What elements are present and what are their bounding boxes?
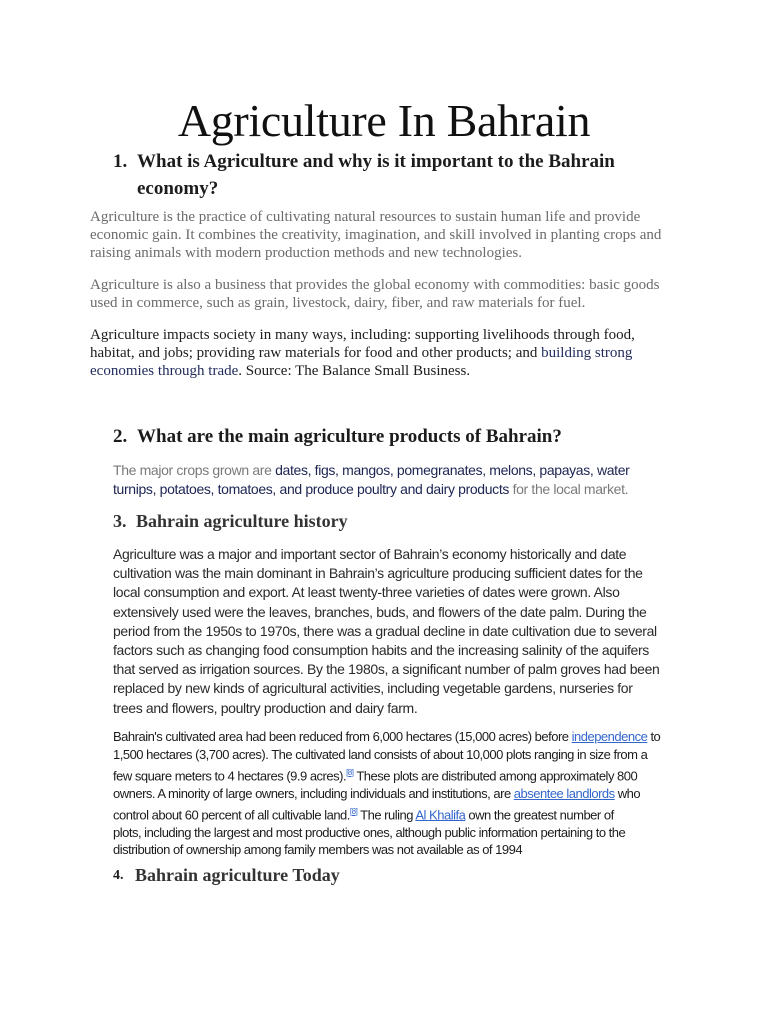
text-line	[113, 803, 660, 824]
section-3-heading: Bahrain agriculture history	[136, 511, 348, 531]
reference-link[interactable]: [8]	[349, 806, 358, 816]
text-run: who	[614, 785, 641, 801]
text-line	[113, 785, 660, 803]
reference-link[interactable]: [8]	[346, 767, 354, 777]
text-run: own the greatest number of	[465, 806, 614, 822]
text-line: that served as irrigation sources. By the 1980s, a significant number of palm groves had been	[113, 661, 660, 678]
section-3-paragraph-1	[113, 545, 659, 718]
section-1-heading-line-2: economy?	[137, 178, 219, 199]
section-3-number: 3.	[113, 511, 127, 531]
section-1-paragraph-2	[90, 276, 660, 312]
section-2-heading: What are the main agriculture products of Bahrain?	[137, 426, 562, 447]
page-title: Agriculture In Bahrain	[177, 95, 591, 146]
text-run: few square meters to 4 hectares (9.9 acres).	[113, 767, 347, 783]
text-line	[113, 461, 629, 480]
section-1-paragraph-1	[90, 208, 661, 262]
link-al-khalifa[interactable]: Al Khalifa	[415, 806, 466, 822]
text-line: replaced by new kinds of agricultural activities, including vegetable gardens, nurseries for	[113, 680, 633, 697]
text-line: local consumption and export. At least twenty-three varieties of dates were grown. Also	[113, 584, 620, 601]
text-line: extensively used were the leaves, branches, buds, and flowers of the date palm. During the	[113, 603, 647, 620]
section-1-paragraph-3	[90, 326, 635, 380]
crops-list: dates, figs, mangos, pomegranates, melons, papayas, water	[275, 462, 630, 478]
section-2-number: 2.	[113, 426, 128, 447]
section-3-paragraph-2	[113, 728, 660, 859]
text-line	[113, 764, 660, 785]
text-line: Agriculture is the practice of cultivating natural resources to sustain human life and provide	[90, 209, 641, 225]
text-run: The major crops grown are	[113, 462, 276, 478]
text-line: Agriculture is also a business that provides the global economy with commodities: basic goods	[90, 277, 660, 293]
section-2-paragraph	[113, 461, 629, 499]
text-line: cultivation was the main dominant in Bahrain’s agriculture producing sufficient dates for the	[113, 565, 643, 582]
section-4-heading: Bahrain agriculture Today	[135, 865, 340, 885]
text-line: factors such as changing food consumption habits and the increasing salinity of the aquifers	[113, 642, 649, 659]
text-line: 1,500 hectares (3,700 acres). The cultivated land consists of about 10,000 plots ranging in size from a	[113, 746, 648, 762]
text-run: control about 60 percent of all cultivable land.	[113, 806, 350, 822]
section-4-number: 4.	[113, 868, 124, 883]
text-run: . Source: The Balance Small Business.	[238, 363, 471, 379]
text-line	[113, 728, 660, 746]
text-line: period from the 1950s to 1970s, there was a gradual decline in date cultivation due to several	[113, 622, 657, 639]
text-line: economic gain. It combines the creativity, imagination, and skill involved in planting crops and	[90, 227, 662, 243]
link-absentee-landlords[interactable]: absentee landlords	[513, 785, 615, 801]
text-line: Agriculture was a major and important sector of Bahrain’s economy historically and date	[113, 546, 627, 562]
text-run: habitat, and jobs; providing raw materials for food and other products; and	[90, 345, 542, 361]
text-line	[90, 344, 635, 362]
section-1-heading-line-1: What is Agriculture and why is it important to the Bahrain	[137, 151, 615, 172]
crops-list: turnips, potatoes, tomatoes, and produce poultry and dairy products	[113, 481, 510, 497]
text-line	[113, 480, 629, 499]
text-line: plots, including the largest and most productive ones, although public information pertaining to the	[113, 824, 626, 840]
text-run: Bahrain's cultivated area had been reduced from 6,000 hectares (15,000 acres) before	[113, 729, 572, 744]
highlighted-text: economies through trade	[90, 363, 239, 379]
text-line: used in commerce, such as grain, livestock, dairy, fiber, and raw materials for fuel.	[90, 295, 586, 311]
text-line: trees and flowers, poultry production and dairy farm.	[113, 699, 418, 716]
text-line: Agriculture impacts society in many ways, including: supporting livelihoods through food,	[90, 327, 635, 343]
text-line: raising animals with modern production methods and new technologies.	[90, 245, 522, 261]
link-independence[interactable]: independence	[571, 729, 648, 744]
section-1-number: 1.	[113, 151, 128, 172]
text-run: for the local market.	[509, 481, 629, 497]
text-run: to	[647, 729, 661, 744]
highlighted-text: building strong	[541, 345, 633, 361]
text-run: owners. A minority of large owners, including individuals and institutions, are	[113, 785, 514, 801]
text-line: distribution of ownership among family members was not available as of 1994	[113, 842, 523, 858]
text-line	[90, 362, 635, 380]
text-run: The ruling	[357, 806, 416, 822]
text-run: These plots are distributed among approximately 800	[353, 767, 638, 783]
